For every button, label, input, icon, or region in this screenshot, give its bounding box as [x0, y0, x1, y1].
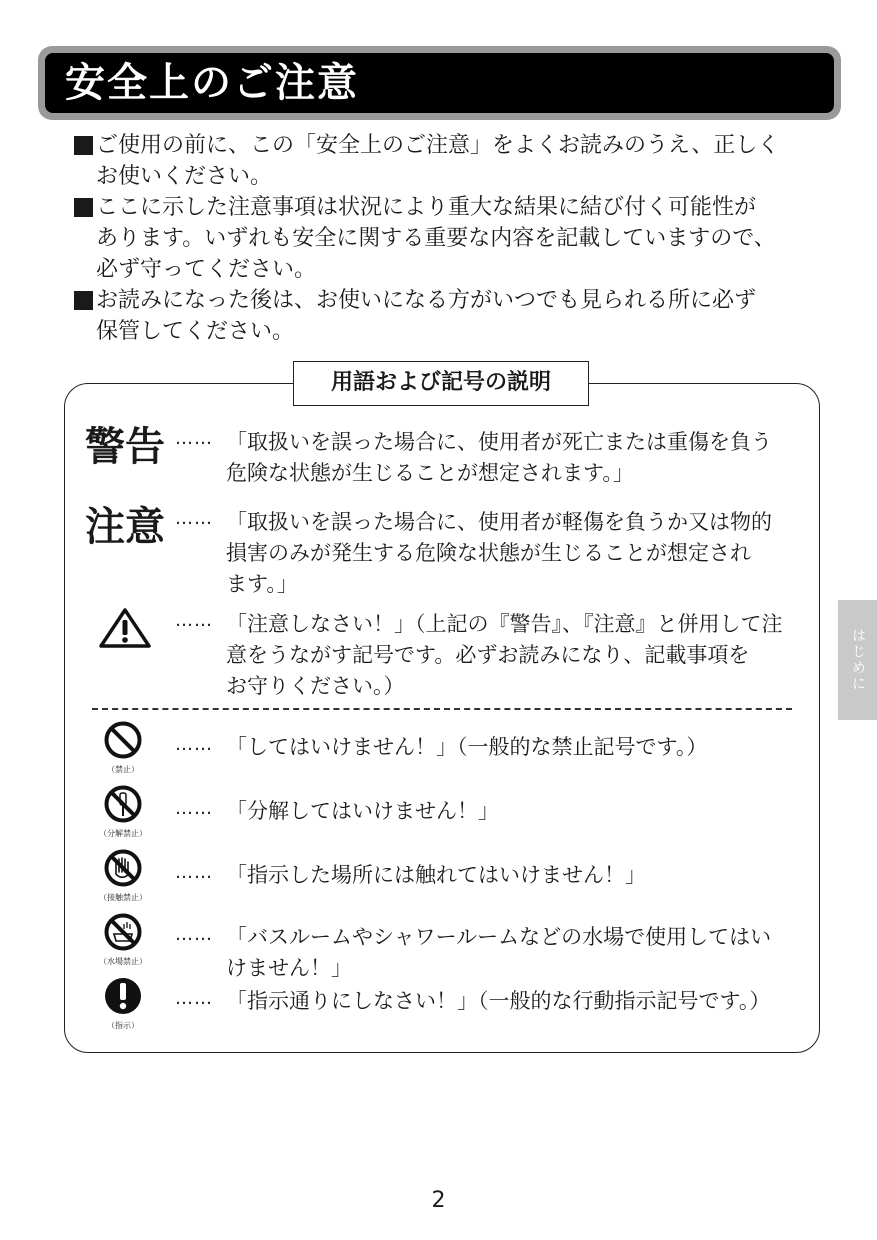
text-line: 損害のみが発生する危険な状態が生じることが想定され [226, 541, 751, 565]
no-touch-icon [94, 848, 152, 903]
text-line: 「指示した場所には触れてはいけません！」 [226, 863, 646, 887]
mandatory-icon [94, 976, 152, 1031]
text-line: 危険な状態が生じることが想定されます。」 [226, 461, 634, 485]
intro-line: ここに示した注意事項は状況により重大な結果に結び付く可能性が [96, 195, 757, 220]
intro-line: あります。いずれも安全に関する重要な内容を記載していますので、 [96, 226, 776, 251]
no-water-text [226, 922, 810, 984]
square-bullet-icon [74, 136, 93, 155]
icon-caption: （水場禁止） [99, 957, 147, 966]
no-disassembly-icon [94, 784, 152, 839]
text-line: けません！」 [226, 956, 352, 980]
icon-caption: （分解禁止） [99, 829, 147, 838]
legend-header: 用語および記号の説明 [293, 361, 589, 406]
icon-caption: （禁止） [107, 765, 139, 774]
intro-line: 保管してください。 [96, 319, 295, 344]
intro-list [70, 130, 810, 347]
prohibited-text [226, 732, 810, 763]
leader-dots: …… [175, 610, 213, 631]
intro-item [70, 285, 810, 347]
icon-caption: （接触禁止） [99, 893, 147, 902]
intro-line: 必ず守ってください。 [96, 257, 317, 282]
title-bar [38, 46, 841, 120]
text-line: ます。」 [226, 572, 298, 596]
section-divider [92, 708, 792, 710]
leader-dots: …… [175, 862, 213, 883]
leader-dots: …… [175, 428, 213, 449]
warning-text [226, 427, 810, 489]
leader-dots: …… [175, 988, 213, 1009]
leader-dots: …… [175, 924, 213, 945]
icon-caption: （指示） [107, 1021, 139, 1030]
intro-line: ご使用の前に、この「安全上のご注意」をよくお読みのうえ、正しく [96, 133, 780, 158]
text-line: 意をうながす記号です。必ずお読みになり、記載事項を [226, 643, 750, 667]
text-line: 「してはいけません！」（一般的な禁止記号です。） [226, 735, 708, 759]
leader-dots: …… [175, 734, 213, 755]
alert-text [226, 609, 810, 702]
prohibited-icon [94, 720, 152, 775]
no-water-icon [94, 912, 152, 967]
text-line: 「取扱いを誤った場合に、使用者が死亡または重傷を負う [226, 430, 772, 454]
caution-text [226, 507, 810, 600]
no-disassembly-text [226, 796, 810, 827]
intro-item [70, 192, 810, 285]
leader-dots: …… [175, 508, 213, 529]
text-line: 「分解してはいけません！」 [226, 799, 499, 823]
side-tab[interactable]: はじめに [838, 600, 877, 720]
warning-label: 警告 [85, 424, 165, 470]
intro-line: お読みになった後は、お使いになる方がいつでも見られる所に必ず [96, 288, 757, 313]
text-line: お守りください。） [226, 674, 405, 698]
intro-item [70, 130, 810, 192]
page-number: 2 [431, 1188, 446, 1213]
square-bullet-icon [74, 198, 93, 217]
page-title: 安全上のご注意 [45, 53, 834, 113]
text-line: 「指示通りにしなさい！」（一般的な行動指示記号です。） [226, 989, 771, 1013]
text-line: 「注意しなさい！」（上記の『警告』、『注意』と併用して注 [226, 612, 783, 636]
caution-label: 注意 [85, 504, 165, 550]
leader-dots: …… [175, 798, 213, 819]
no-touch-text [226, 860, 810, 891]
text-line: 「取扱いを誤った場合に、使用者が軽傷を負うか又は物的 [226, 510, 772, 534]
square-bullet-icon [74, 291, 93, 310]
text-line: 「バスルームやシャワールームなどの水場で使用してはい [226, 925, 772, 949]
warning-triangle-icon [97, 606, 153, 654]
intro-line: お使いください。 [96, 164, 273, 189]
mandatory-text [226, 986, 810, 1017]
